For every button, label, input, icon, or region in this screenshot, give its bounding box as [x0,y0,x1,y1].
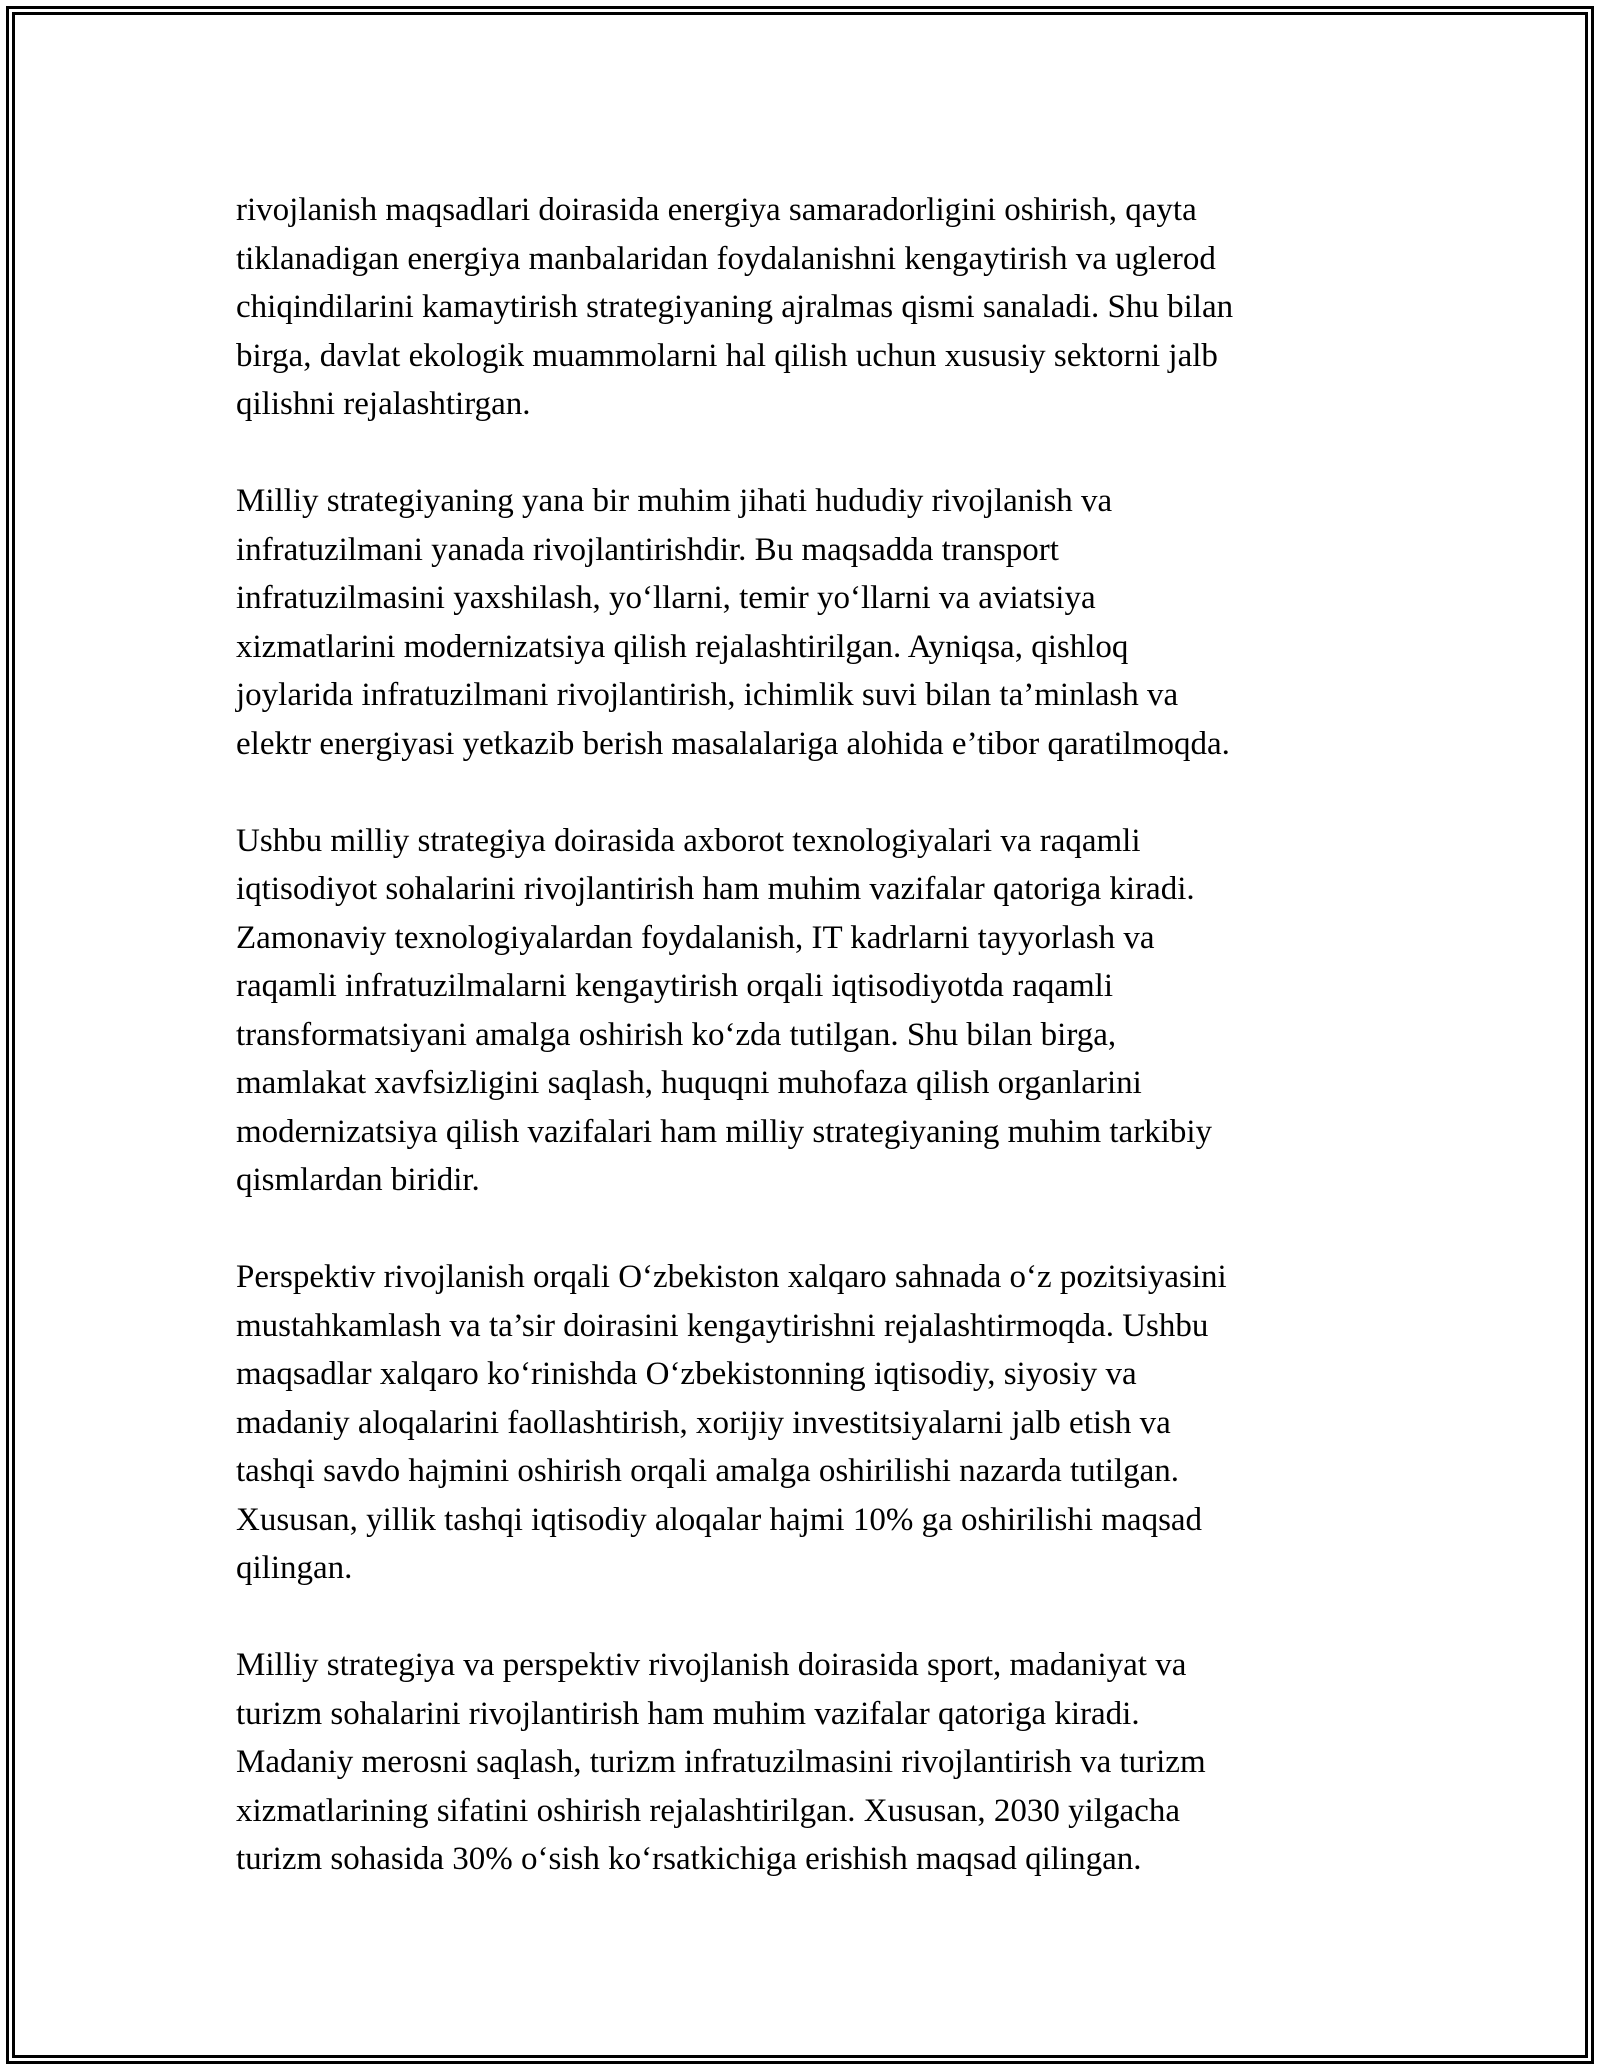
paragraph-tourism: Milliy strategiya va perspektiv rivojlanish doirasida sport, madaniyat va turizm sohalarini rivojlantirish ham muhim vazifalar qatoriga kiradi. Madaniy merosni saqlash, turizm infratuzilmasini rivojlantirish va turizm xizmatlarining sifatini oshirish rejalashtirilgan. Xususan, 2030 yilgacha turizm sohasida 30% o‘sish ko‘rsatkichiga erishish maqsad qilingan. [236,1647,1206,1877]
document-body [236,186,1376,1932]
paragraph-digital-economy: Ushbu milliy strategiya doirasida axborot texnologiyalari va raqamli iqtisodiyot sohalarini rivojlantirish ham muhim vazifalar qatoriga kiradi. Zamonaviy texnologiyalardan foydalanish, IT kadrlarni tayyorlash va raqamli infratuzilmalarni kengaytirish orqali iqtisodiyotda raqamli transformatsiyani amalga oshirish ko‘zda tutilgan. Shu bilan birga, mamlakat xavfsizligini saqlash, huquqni muhofaza qilish organlarini modernizatsiya qilish vazifalari ham milliy strategiyaning muhim tarkibiy qismlardan biridir. [236,822,1213,1198]
paragraph-infrastructure: Milliy strategiyaning yana bir muhim jihati hududiy rivojlanish va infratuzilmani yanada rivojlantirishdir. Bu maqsadda transport infratuzilmasini yaxshilash, yo‘llarni, temir yo‘llarni va aviatsiya xizmatlarini modernizatsiya qilish rejalashtirilgan. Ayniqsa, qishloq joylarida infratuzilmani rivojlantirish, ichimlik suvi bilan ta’minlash va elektr energiyasi yetkazib berish masalalariga alohida e’tibor qaratilmoqda. [236,483,1230,762]
paragraph-energy: rivojlanish maqsadlari doirasida energiya samaradorligini oshirish, qayta tiklanadigan energiya manbalaridan foydalanishni kengaytirish va uglerod chiqindilarini kamaytirish strategiyaning ajralmas qismi sanaladi. Shu bilan birga, davlat ekologik muammolarni hal qilish uchun xususiy sektorni jalb qilishni rejalashtirgan. [236,192,1234,422]
paragraph-international: Perspektiv rivojlanish orqali O‘zbekiston xalqaro sahnada o‘z pozitsiyasini mustahkamlash va ta’sir doirasini kengaytirishni rejalashtirmoqda. Ushbu maqsadlar xalqaro ko‘rinishda O‘zbekistonning iqtisodiy, siyosiy va madaniy aloqalarini faollashtirish, xorijiy investitsiyalarni jalb etish va tashqi savdo hajmini oshirish orqali amalga oshirilishi nazarda tutilgan. Xususan, yillik tashqi iqtisodiy aloqalar hajmi 10% ga oshirilishi maqsad qilingan. [236,1259,1227,1586]
